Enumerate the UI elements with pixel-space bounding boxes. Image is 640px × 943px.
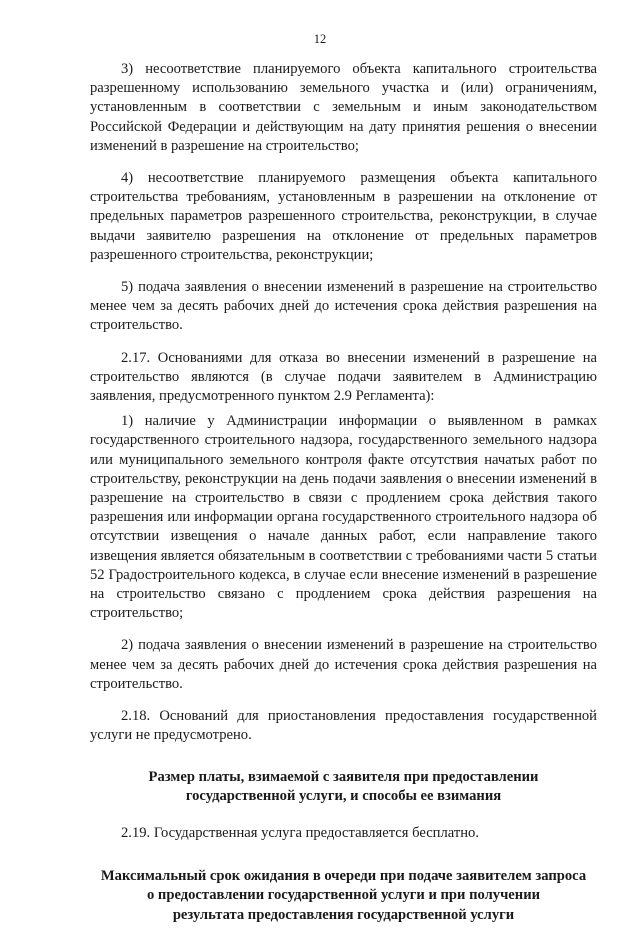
paragraph-item-5: 5) подача заявления о внесении изменений в разрешение на строительство менее чем за десять рабочих дней до истечения срока действия разрешения на строительство.	[90, 279, 597, 334]
heading-line: о предоставлении государственной услуги и при получении	[146, 887, 541, 904]
heading-line: Максимальный срок ожидания в очереди при подаче заявителем запроса	[100, 868, 587, 885]
paragraph-item-3: 3) несоответствие планируемого объекта капитального строительства разрешенному использованию земельного участка и (или) ограничениям, установленным в соответствии с земельным и иным законодательством Российской Федерации и действующим на дату принятия решения о внесении изменений в разрешение на строительство;	[90, 61, 597, 154]
heading-line: Размер платы, взимаемой с заявителя при предоставлении	[148, 768, 539, 785]
section-heading-payment	[90, 768, 597, 806]
paragraph-2-19: 2.19. Государственная услуга предоставляется бесплатно.	[121, 824, 480, 841]
paragraph-2-17-item-1: 1) наличие у Администрации информации о выявленном в рамках государственного строительного надзора, государственного земельного надзора или муниципального земельного контроля факте отсутствия начатых работ по строительству, реконструкции на день подачи заявления о внесении изменений в разрешение на строительство в связи с продлением срока действия такого разрешения или информации органа государственного строительного надзора об отсутствии извещения о начале данных работ, если направление такого извещения является обязательным в соответствии с требованиями части 5 статьи 52 Градостроительного кодекса, в случае если внесение изменений в разрешение на строительство связано с продлением срока действия разрешения на строительство;	[90, 413, 597, 622]
paragraph-item-4: 4) несоответствие планируемого размещения объекта капитального строительства требованиям, установленным в разрешении на отклонение от предельных параметров разрешенного строительства, реконструкции, в случае выдачи заявителю разрешения на отклонение от предельных параметров разрешенного строительства, реконструкции;	[90, 170, 597, 263]
paragraph-2-17-item-2: 2) подача заявления о внесении изменений в разрешение на строительство менее чем за десять рабочих дней до истечения срока действия разрешения на строительство.	[90, 637, 597, 692]
document-body	[90, 60, 597, 943]
paragraph-2-18: 2.18. Оснований для приостановления предоставления государственной услуги не предусмотрено.	[90, 708, 597, 744]
paragraph-2-17-intro: 2.17. Основаниями для отказа во внесении изменений в разрешение на строительство являются (в случае подачи заявителем в Администрацию заявления, предусмотренного пунктом 2.9 Регламента):	[90, 349, 597, 405]
heading-line: государственной услуги, и способы ее взимания	[185, 787, 502, 804]
page-number: 12	[313, 32, 327, 46]
heading-line: результата предоставления государственной услуги	[172, 906, 515, 923]
section-heading-queue	[84, 867, 603, 925]
